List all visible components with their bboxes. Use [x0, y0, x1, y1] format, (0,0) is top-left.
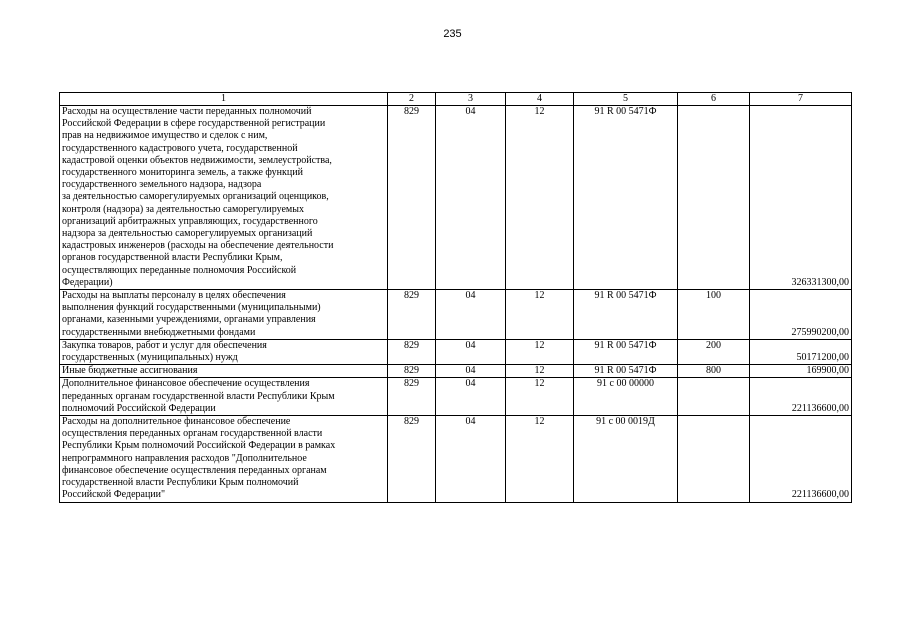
row-name-cell [60, 378, 388, 416]
section-cell: 04 [436, 290, 506, 340]
row-name-line: государственных (муниципальных) нужд [62, 352, 238, 364]
subsection-cell: 12 [506, 416, 574, 502]
header-cell-2: 2 [388, 93, 436, 106]
row-name-line: государственного кадастрового учета, государственной [62, 142, 298, 154]
target-article-cell: 91 с 00 0019Д [574, 416, 678, 502]
row-name-line: за деятельностью саморегулируемых организаций оценщиков, [62, 191, 329, 203]
expense-type-cell [678, 106, 750, 290]
subsection-cell: 12 [506, 378, 574, 416]
table-header-row [60, 93, 852, 106]
table-row [60, 416, 852, 502]
target-article-cell: 91 R 00 5471Ф [574, 339, 678, 364]
subsection-cell: 12 [506, 339, 574, 364]
section-cell: 04 [436, 339, 506, 364]
amount-cell: 169900,00 [750, 365, 852, 378]
row-name-line: осуществляющих переданные полномочия Российской [62, 264, 297, 276]
header-cell-4: 4 [506, 93, 574, 106]
amount-cell: 275990200,00 [750, 290, 852, 340]
row-name-line: Расходы на дополнительное финансовое обеспечение [62, 416, 291, 428]
expense-type-cell: 800 [678, 365, 750, 378]
table-row [60, 290, 852, 340]
section-cell: 04 [436, 378, 506, 416]
row-name-line: кадастровой оценки объектов недвижимости, землеустройства, [62, 154, 332, 166]
header-cell-3: 3 [436, 93, 506, 106]
code-cell: 829 [388, 365, 436, 378]
budget-table [59, 92, 852, 503]
row-name-line: Российской Федерации в сфере государственной регистрации [62, 118, 326, 130]
row-name-line: Российской Федерации" [62, 489, 166, 501]
amount-cell: 50171200,00 [750, 339, 852, 364]
expense-type-cell: 100 [678, 290, 750, 340]
code-cell: 829 [388, 416, 436, 502]
section-cell: 04 [436, 106, 506, 290]
row-name-cell [60, 339, 388, 364]
row-name-line: Иные бюджетные ассигнования [62, 365, 198, 377]
row-name-cell [60, 106, 388, 290]
row-name-line: осуществления переданных органам государственной власти [62, 428, 323, 440]
target-article-cell: 91 R 00 5471Ф [574, 106, 678, 290]
table-row [60, 378, 852, 416]
row-name-line: переданных органам государственной власти Республики Крым [62, 390, 335, 402]
header-cell-7: 7 [750, 93, 852, 106]
expense-type-cell: 200 [678, 339, 750, 364]
row-name-line: Дополнительное финансовое обеспечение осуществления [62, 378, 310, 390]
header-cell-5: 5 [574, 93, 678, 106]
header-cell-6: 6 [678, 93, 750, 106]
row-name-line: надзора за деятельностью саморегулируемых организаций [62, 228, 313, 240]
row-name-line: финансовое обеспечение осуществления переданных органам [62, 464, 327, 476]
row-name-line: Расходы на выплаты персоналу в целях обеспечения [62, 290, 286, 302]
row-name-cell [60, 290, 388, 340]
expense-type-cell [678, 416, 750, 502]
row-name-line: государственной власти Республики Крым полномочий [62, 477, 299, 489]
target-article-cell: 91 с 00 00000 [574, 378, 678, 416]
row-name-cell [60, 416, 388, 502]
row-name-line: государственного земельного надзора, надзора [62, 179, 262, 191]
code-cell: 829 [388, 339, 436, 364]
expense-type-cell [678, 378, 750, 416]
subsection-cell: 12 [506, 106, 574, 290]
row-name-line: органами, казенными учреждениями, органами управления [62, 314, 316, 326]
row-name-line: контроля (надзора) за деятельностью саморегулируемых [62, 203, 304, 215]
subsection-cell: 12 [506, 365, 574, 378]
code-cell: 829 [388, 290, 436, 340]
target-article-cell: 91 R 00 5471Ф [574, 290, 678, 340]
row-name-line: Закупка товаров, работ и услуг для обеспечения [62, 339, 267, 351]
table-row [60, 339, 852, 364]
row-name-line: государственного мониторинга земель, а также функций [62, 167, 303, 179]
row-name-line: прав на недвижимое имущество и сделок с ним, [62, 130, 268, 142]
amount-cell: 221136600,00 [750, 378, 852, 416]
row-name-line: кадастровых инженеров (расходы на обеспечение деятельности [62, 240, 334, 252]
section-cell: 04 [436, 365, 506, 378]
page-number: 235 [443, 28, 462, 40]
table-row [60, 106, 852, 290]
row-name-line: организаций арбитражных управляющих, государственного [62, 215, 318, 227]
table-row [60, 365, 852, 378]
row-name-line: выполнения функций государственными (муниципальными) [62, 302, 321, 314]
row-name-line: органов государственной власти Республики Крым, [62, 252, 283, 264]
row-name-line: непрограммного направления расходов "Дополнительное [62, 452, 307, 464]
amount-cell: 326331300,00 [750, 106, 852, 290]
target-article-cell: 91 R 00 5471Ф [574, 365, 678, 378]
section-cell: 04 [436, 416, 506, 502]
header-cell-1: 1 [60, 93, 388, 106]
row-name-cell [60, 365, 388, 378]
code-cell: 829 [388, 106, 436, 290]
amount-cell: 221136600,00 [750, 416, 852, 502]
row-name-line: полномочий Российской Федерации [62, 402, 216, 414]
row-name-line: Расходы на осуществление части переданных полномочий [62, 106, 312, 117]
subsection-cell: 12 [506, 290, 574, 340]
row-name-line: государственными внебюджетными фондами [62, 326, 256, 338]
row-name-line: Федерации) [62, 276, 113, 288]
row-name-line: Республики Крым полномочий Российской Федерации в рамках [62, 440, 336, 452]
code-cell: 829 [388, 378, 436, 416]
